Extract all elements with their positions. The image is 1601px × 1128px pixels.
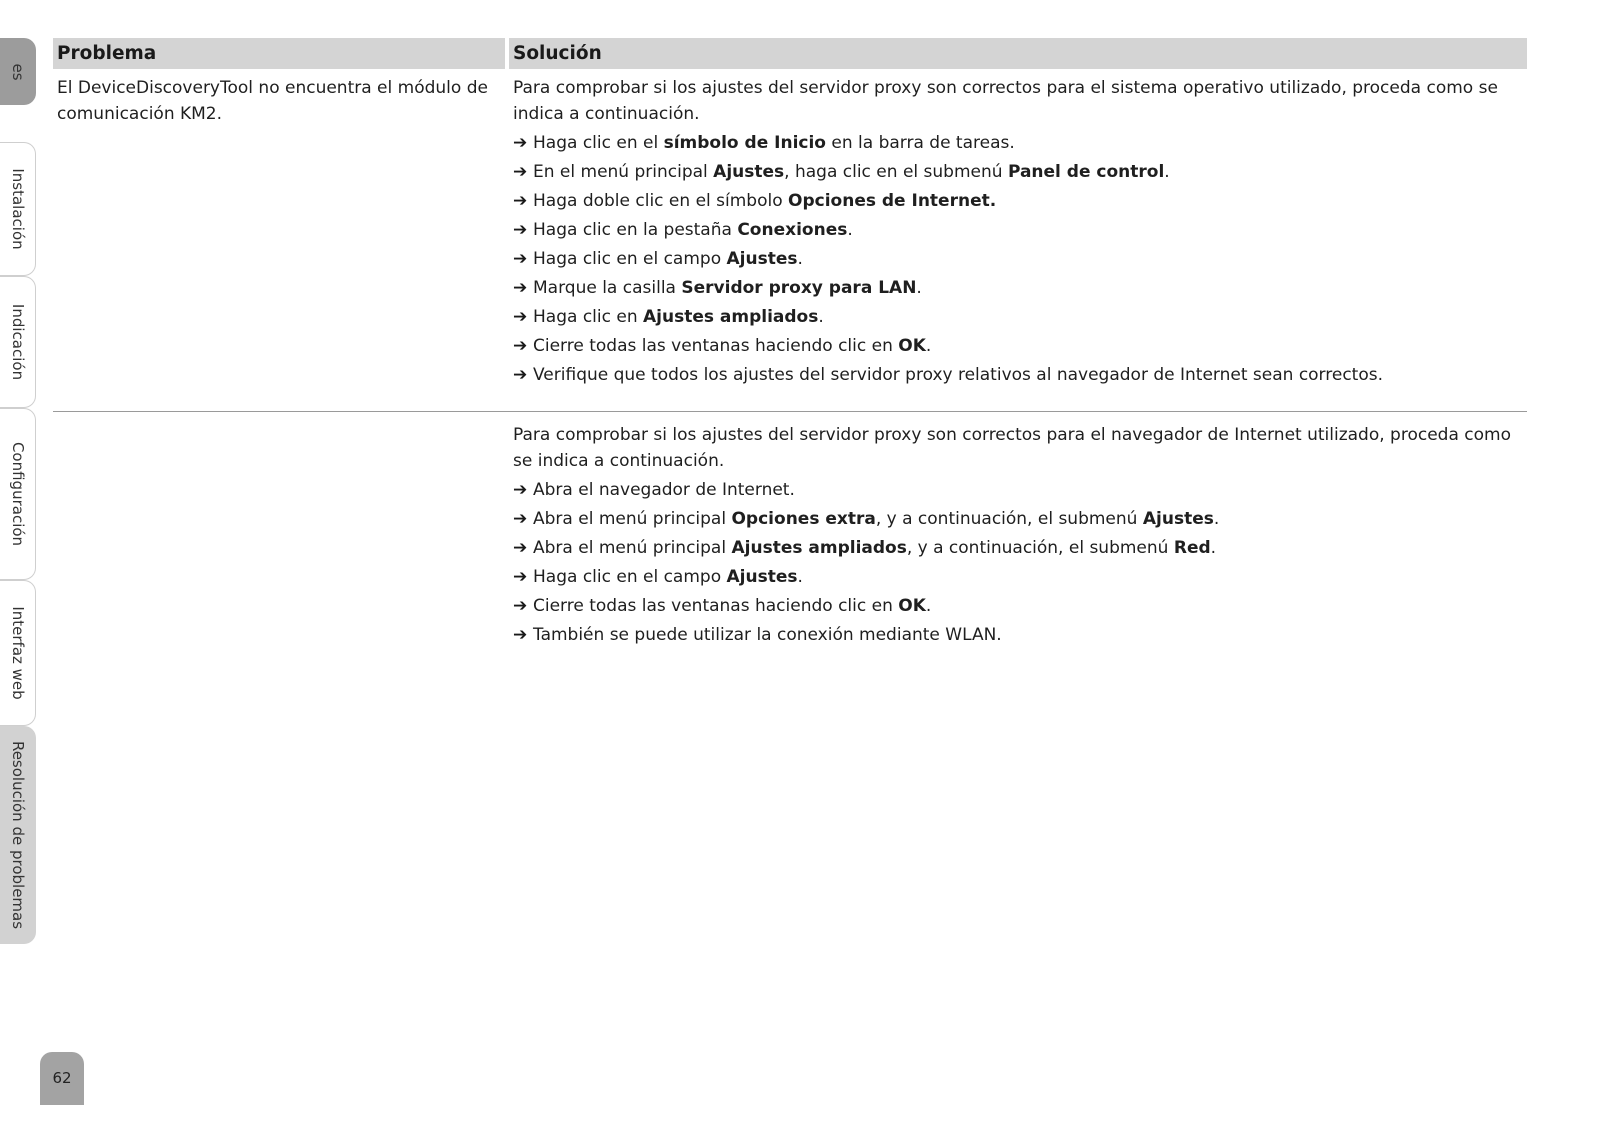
- arrow-right-icon: ➔: [513, 596, 528, 616]
- step-emphasis: Red: [1173, 538, 1211, 558]
- arrow-right-icon: ➔: [513, 480, 528, 500]
- step-emphasis: Servidor proxy para LAN: [681, 278, 917, 298]
- section-tabs: [0, 0, 40, 1128]
- solution-step: [513, 563, 1527, 592]
- step-emphasis: OK: [898, 596, 926, 616]
- problem-cell: [53, 422, 505, 650]
- troubleshooting-table: [53, 38, 1527, 650]
- tab-interfaz-web-label: Interfaz web: [8, 606, 27, 700]
- step-text: , haga clic en el submenú: [784, 162, 1008, 182]
- step-emphasis: Ajustes ampliados: [643, 307, 819, 327]
- step-text: Verifique que todos los ajustes del servidor proxy relativos al navegador de Internet sean correctos.: [533, 365, 1383, 385]
- step-text: Abra el menú principal: [533, 509, 732, 529]
- step-emphasis: Ajustes: [1142, 509, 1214, 529]
- step-emphasis: Opciones extra: [731, 509, 876, 529]
- arrow-right-icon: ➔: [513, 220, 528, 240]
- step-emphasis: Opciones de Internet.: [788, 191, 997, 211]
- step-text: Haga clic en el: [533, 133, 664, 153]
- solution-step: [513, 274, 1527, 303]
- arrow-right-icon: ➔: [513, 191, 528, 211]
- step-emphasis: Conexiones: [737, 220, 848, 240]
- step-text: También se puede utilizar la conexión mediante WLAN.: [533, 625, 1002, 645]
- step-text: En el menú principal: [533, 162, 714, 182]
- step-text: en la barra de tareas.: [825, 133, 1015, 153]
- step-emphasis: OK: [898, 336, 926, 356]
- step-text: Cierre todas las ventanas haciendo clic en: [533, 336, 899, 356]
- step-emphasis: Ajustes: [713, 162, 785, 182]
- table-row: [53, 411, 1527, 650]
- arrow-right-icon: ➔: [513, 365, 528, 385]
- solution-steps: [513, 129, 1527, 390]
- arrow-right-icon: ➔: [513, 249, 528, 269]
- solution-intro: Para comprobar si los ajustes del servidor proxy son correctos para el navegador de Internet utilizado, proceda como se indica a continuación.: [513, 425, 1511, 471]
- arrow-right-icon: ➔: [513, 336, 528, 356]
- step-text: Marque la casilla: [533, 278, 682, 298]
- tab-instalacion-label: Instalación: [8, 168, 27, 250]
- solution-step: [513, 332, 1527, 361]
- solution-step: [513, 534, 1527, 563]
- problem-cell: El DeviceDiscoveryTool no encuentra el módulo de comunicación KM2.: [57, 78, 488, 124]
- solution-intro: Para comprobar si los ajustes del servidor proxy son correctos para el sistema operativo utilizado, proceda como se indica a continuación.: [513, 78, 1498, 124]
- step-text: Haga clic en el campo: [533, 567, 727, 587]
- solution-step: [513, 476, 1527, 505]
- step-text: Haga clic en el campo: [533, 249, 727, 269]
- step-text: , y a continuación, el submenú: [906, 538, 1174, 558]
- solution-step: [513, 129, 1527, 158]
- solution-step: [513, 361, 1527, 390]
- tab-configuracion-label: Configuración: [8, 441, 27, 547]
- step-text: Abra el navegador de Internet.: [533, 480, 795, 500]
- step-text: .: [1213, 509, 1220, 529]
- arrow-right-icon: ➔: [513, 625, 528, 645]
- arrow-right-icon: ➔: [513, 307, 528, 327]
- step-emphasis: Panel de control: [1007, 162, 1165, 182]
- tab-language-label: es: [8, 62, 27, 81]
- table-row: [53, 69, 1527, 411]
- solution-step: [513, 621, 1527, 650]
- arrow-right-icon: ➔: [513, 509, 528, 529]
- step-text: .: [916, 278, 922, 298]
- solution-step: [513, 592, 1527, 621]
- solution-step: [513, 505, 1527, 534]
- solution-step: [513, 187, 1527, 216]
- tab-interfaz-web[interactable]: [0, 580, 36, 726]
- solution-steps: [513, 476, 1527, 650]
- arrow-right-icon: ➔: [513, 133, 528, 153]
- arrow-right-icon: ➔: [513, 278, 528, 298]
- tab-resolucion-label: Resolución de problemas: [8, 740, 27, 930]
- step-emphasis: Ajustes: [726, 567, 798, 587]
- step-text: .: [797, 249, 803, 269]
- step-text: , y a continuación, el submenú: [875, 509, 1143, 529]
- arrow-right-icon: ➔: [513, 567, 528, 587]
- step-text: .: [925, 336, 932, 356]
- page-number: 62: [40, 1052, 84, 1105]
- step-emphasis: símbolo de Inicio: [663, 133, 826, 153]
- tab-instalacion[interactable]: [0, 142, 36, 276]
- step-text: .: [847, 220, 853, 240]
- step-text: .: [797, 567, 803, 587]
- solution-step: [513, 245, 1527, 274]
- step-text: .: [1210, 538, 1217, 558]
- step-emphasis: Ajustes: [726, 249, 798, 269]
- step-text: .: [818, 307, 824, 327]
- solution-cell: [509, 422, 1527, 650]
- step-text: .: [925, 596, 932, 616]
- solution-step: [513, 303, 1527, 332]
- tab-configuracion[interactable]: [0, 408, 36, 580]
- solution-step: [513, 158, 1527, 187]
- tab-resolucion-de-problemas[interactable]: [0, 726, 36, 944]
- solution-cell: [509, 75, 1527, 411]
- header-solucion: Solución: [509, 38, 1527, 69]
- tab-language[interactable]: [0, 38, 36, 105]
- arrow-right-icon: ➔: [513, 538, 528, 558]
- step-emphasis: Ajustes ampliados: [731, 538, 907, 558]
- step-text: Haga doble clic en el símbolo: [533, 191, 789, 211]
- tab-indicacion-label: Indicación: [8, 303, 27, 381]
- tab-indicacion[interactable]: [0, 276, 36, 408]
- step-text: Haga clic en la pestaña: [533, 220, 738, 240]
- header-problema: Problema: [53, 38, 505, 69]
- arrow-right-icon: ➔: [513, 162, 528, 182]
- step-text: Cierre todas las ventanas haciendo clic en: [533, 596, 899, 616]
- step-text: Haga clic en: [533, 307, 643, 327]
- table-header: [53, 38, 1527, 69]
- step-text: Abra el menú principal: [533, 538, 732, 558]
- solution-step: [513, 216, 1527, 245]
- step-text: .: [1164, 162, 1170, 182]
